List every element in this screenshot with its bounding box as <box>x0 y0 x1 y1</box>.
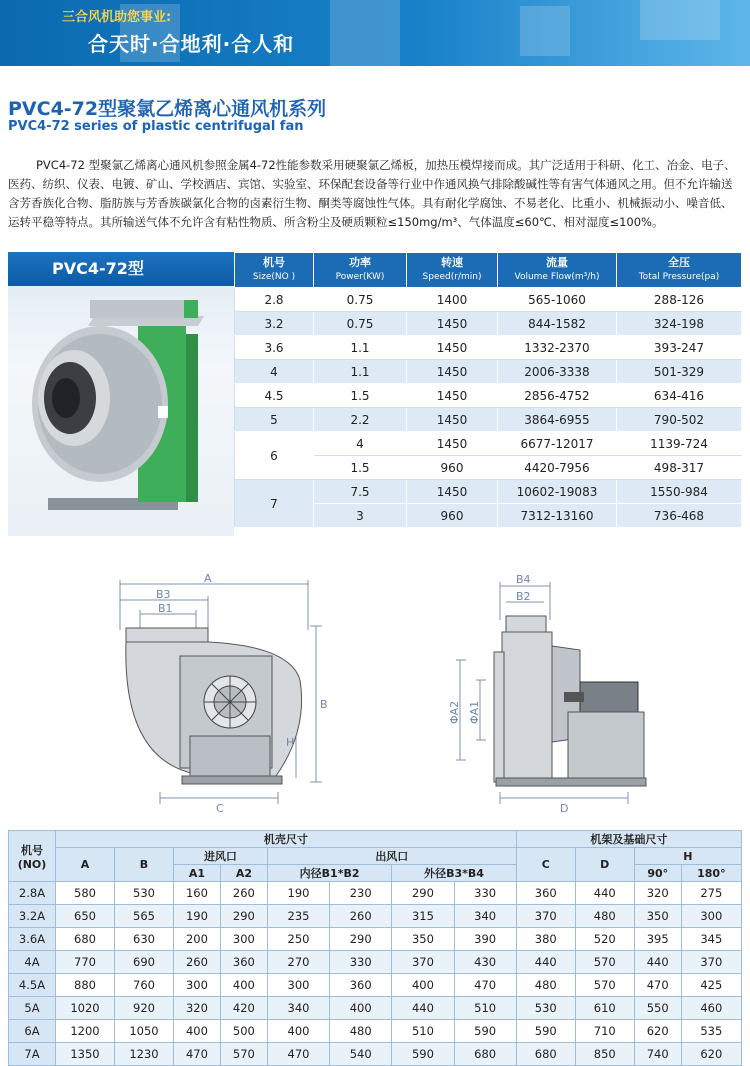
cell: 324-198 <box>617 312 742 336</box>
dim-label-b4: B4 <box>516 573 531 586</box>
cell: 530 <box>115 882 174 905</box>
cell: 480 <box>575 905 634 928</box>
dims-header-no: 机号 (NO) <box>9 831 56 882</box>
side-view-diagram <box>440 570 690 815</box>
cell: 5A <box>9 997 56 1020</box>
cell: 2.8A <box>9 882 56 905</box>
dims-body <box>9 882 742 1066</box>
cell: 570 <box>220 1043 267 1066</box>
dims-header-casing: 机壳尺寸 <box>56 831 517 848</box>
cell: 360 <box>220 951 267 974</box>
dims-header-inlet: 进风口 <box>174 848 268 865</box>
cell: 610 <box>575 997 634 1020</box>
cell: 680 <box>56 928 115 951</box>
cell: 5 <box>235 408 314 432</box>
cell: 1.5 <box>314 384 407 408</box>
cell: 430 <box>454 951 516 974</box>
cell: 2856-4752 <box>498 384 617 408</box>
cell: 400 <box>330 997 392 1020</box>
dims-header-h: H <box>634 848 741 865</box>
cell: 470 <box>174 1043 221 1066</box>
dims-header-b: B <box>115 848 174 882</box>
dims-header-frame: 机架及基础尺寸 <box>516 831 741 848</box>
dim-label-b: B <box>320 698 328 711</box>
banner-decoration <box>640 0 720 40</box>
dim-label-a: A <box>204 572 212 585</box>
cell: 190 <box>267 882 329 905</box>
cell: 710 <box>575 1020 634 1043</box>
dims-header-90: 90° <box>634 865 681 882</box>
dims-header-outer: 外径B3*B4 <box>392 865 516 882</box>
cell: 3.2A <box>9 905 56 928</box>
table-row <box>235 432 742 456</box>
cell: 425 <box>681 974 741 997</box>
cell: 650 <box>56 905 115 928</box>
table-row <box>9 1043 742 1066</box>
perf-header-flow: 流量 Volume Flow(m³/h) <box>498 253 617 288</box>
cell: 4420-7956 <box>498 456 617 480</box>
cell: 470 <box>634 974 681 997</box>
cell: 580 <box>56 882 115 905</box>
cell: 400 <box>174 1020 221 1043</box>
cell: 1400 <box>407 288 498 312</box>
cell: 6677-12017 <box>498 432 617 456</box>
product-panel <box>8 252 234 536</box>
cell: 330 <box>330 951 392 974</box>
cell: 300 <box>220 928 267 951</box>
cell: 1.1 <box>314 360 407 384</box>
cell: 500 <box>220 1020 267 1043</box>
cell: 480 <box>330 1020 392 1043</box>
cell: 315 <box>392 905 454 928</box>
cell: 320 <box>634 882 681 905</box>
cell: 880 <box>56 974 115 997</box>
cell: 510 <box>454 997 516 1020</box>
dim-label-a1: ΦA1 <box>468 700 481 724</box>
table-row <box>9 997 742 1020</box>
cell: 470 <box>267 1043 329 1066</box>
cell: 320 <box>174 997 221 1020</box>
cell: 1139-724 <box>617 432 742 456</box>
cell: 370 <box>516 905 575 928</box>
dim-label-b2: B2 <box>516 590 531 603</box>
cell: 1450 <box>407 384 498 408</box>
dim-label-b3: B3 <box>156 588 171 601</box>
table-row <box>9 905 742 928</box>
cell: 1050 <box>115 1020 174 1043</box>
cell: 565-1060 <box>498 288 617 312</box>
cell: 7.5 <box>314 480 407 504</box>
cell: 190 <box>174 905 221 928</box>
cell: 6 <box>235 432 314 480</box>
cell: 260 <box>330 905 392 928</box>
dim-label-d: D <box>560 802 569 815</box>
dim-label-a2: ΦA2 <box>448 700 461 724</box>
cell: 345 <box>681 928 741 951</box>
dims-header-c: C <box>516 848 575 882</box>
cell: 400 <box>220 974 267 997</box>
cell: 4.5A <box>9 974 56 997</box>
dims-header-a1: A1 <box>174 865 221 882</box>
cell: 440 <box>575 882 634 905</box>
cell: 530 <box>516 997 575 1020</box>
cell: 1200 <box>56 1020 115 1043</box>
perf-header-size: 机号 Size(NO ) <box>235 253 314 288</box>
cell: 920 <box>115 997 174 1020</box>
cell: 4 <box>235 360 314 384</box>
table-row <box>235 480 742 504</box>
cell: 1450 <box>407 432 498 456</box>
cell: 740 <box>634 1043 681 1066</box>
cell: 235 <box>267 905 329 928</box>
cell: 770 <box>56 951 115 974</box>
cell: 300 <box>267 974 329 997</box>
cell: 288-126 <box>617 288 742 312</box>
cell: 6A <box>9 1020 56 1043</box>
cell: 570 <box>575 951 634 974</box>
cell: 1.1 <box>314 336 407 360</box>
dim-label-b1: B1 <box>158 602 173 615</box>
cell: 260 <box>174 951 221 974</box>
cell: 1332-2370 <box>498 336 617 360</box>
cell: 736-468 <box>617 504 742 528</box>
cell: 1450 <box>407 408 498 432</box>
cell: 1350 <box>56 1043 115 1066</box>
cell: 250 <box>267 928 329 951</box>
cell: 565 <box>115 905 174 928</box>
perf-header-pressure: 全压 Total Pressure(pa) <box>617 253 742 288</box>
cell: 2.2 <box>314 408 407 432</box>
cell: 340 <box>267 997 329 1020</box>
cell: 380 <box>516 928 575 951</box>
cell: 1450 <box>407 336 498 360</box>
dims-header-a2: A2 <box>220 865 267 882</box>
cell: 3.6A <box>9 928 56 951</box>
cell: 7A <box>9 1043 56 1066</box>
dims-header-180: 180° <box>681 865 741 882</box>
cell: 370 <box>392 951 454 974</box>
perf-header-speed: 转速 Speed(r/min) <box>407 253 498 288</box>
cell: 3.2 <box>235 312 314 336</box>
cell: 1450 <box>407 360 498 384</box>
cell: 390 <box>454 928 516 951</box>
performance-table <box>234 252 742 528</box>
fan-photo-illustration <box>8 286 234 536</box>
cell: 460 <box>681 997 741 1020</box>
cell: 440 <box>516 951 575 974</box>
cell: 300 <box>681 905 741 928</box>
cell: 501-329 <box>617 360 742 384</box>
table-row <box>9 928 742 951</box>
table-row <box>9 951 742 974</box>
cell: 1230 <box>115 1043 174 1066</box>
cell: 2006-3338 <box>498 360 617 384</box>
cell: 498-317 <box>617 456 742 480</box>
cell: 1.5 <box>314 456 407 480</box>
table-row <box>235 288 742 312</box>
product-model-label: PVC4-72型 <box>8 252 234 286</box>
cell: 520 <box>575 928 634 951</box>
cell: 360 <box>516 882 575 905</box>
perf-header-power: 功率 Power(KW) <box>314 253 407 288</box>
cell: 440 <box>634 951 681 974</box>
cell: 634-416 <box>617 384 742 408</box>
front-view-diagram <box>100 570 340 815</box>
cell: 3 <box>314 504 407 528</box>
cell: 4.5 <box>235 384 314 408</box>
table-row <box>235 360 742 384</box>
cell: 10602-19083 <box>498 480 617 504</box>
cell: 3.6 <box>235 336 314 360</box>
dims-header-a: A <box>56 848 115 882</box>
cell: 290 <box>220 905 267 928</box>
dims-header-inner: 内径B1*B2 <box>267 865 391 882</box>
cell: 680 <box>516 1043 575 1066</box>
cell: 790-502 <box>617 408 742 432</box>
cell: 590 <box>454 1020 516 1043</box>
cell: 230 <box>330 882 392 905</box>
cell: 960 <box>407 456 498 480</box>
banner-decoration <box>330 0 400 66</box>
table-row <box>9 882 742 905</box>
cell: 620 <box>681 1043 741 1066</box>
table-row <box>235 408 742 432</box>
cell: 360 <box>330 974 392 997</box>
intro-paragraph: PVC4-72 型聚氯乙烯离心通风机参照金属4-72性能参数采用硬聚氯乙烯板，加热压模焊接而成。其广泛适用于科研、化工、冶金、电子、医药、纺织、仪表、电镀、矿山、学校酒店、宾馆、实验室、环保配套设备等行业中作通风换气排除酸碱性等有害气体通风之用。但不允许输送含芳香族化合物、脂肪族与芳香族碳氯化合物的卤素衍生物、酮类等腐蚀性气体。具有耐化学腐蚀、不易老化、比重小、机械振动小、噪音低、运转平稳等特点。其所输送气体不允许含有粘性物质、所含粉尘及硬质颗粒≤150mg/m³、气体温度≤60℃、相对湿度≤100%。 <box>8 158 736 229</box>
cell: 590 <box>516 1020 575 1043</box>
banner-decoration <box>520 6 570 56</box>
cell: 400 <box>267 1020 329 1043</box>
cell: 510 <box>392 1020 454 1043</box>
cell: 7 <box>235 480 314 528</box>
cell: 680 <box>454 1043 516 1066</box>
cell: 535 <box>681 1020 741 1043</box>
cell: 275 <box>681 882 741 905</box>
header-banner <box>0 0 750 66</box>
cell: 440 <box>392 997 454 1020</box>
cell: 540 <box>330 1043 392 1066</box>
cell: 395 <box>634 928 681 951</box>
cell: 1550-984 <box>617 480 742 504</box>
cell: 300 <box>174 974 221 997</box>
table-row <box>235 336 742 360</box>
cell: 340 <box>454 905 516 928</box>
cell: 3864-6955 <box>498 408 617 432</box>
cell: 400 <box>392 974 454 997</box>
cell: 260 <box>220 882 267 905</box>
cell: 4 <box>314 432 407 456</box>
cell: 630 <box>115 928 174 951</box>
cell: 4A <box>9 951 56 974</box>
cell: 590 <box>392 1043 454 1066</box>
cell: 420 <box>220 997 267 1020</box>
cell: 0.75 <box>314 288 407 312</box>
cell: 1450 <box>407 480 498 504</box>
cell: 290 <box>392 882 454 905</box>
cell: 760 <box>115 974 174 997</box>
table-row <box>235 384 742 408</box>
cell: 620 <box>634 1020 681 1043</box>
banner-slogan: 合天时·合地利·合人和 <box>88 32 295 56</box>
dims-header-outlet: 出风口 <box>267 848 516 865</box>
cell: 370 <box>681 951 741 974</box>
page-subtitle: PVC4-72 series of plastic centrifugal fan <box>8 119 304 134</box>
cell: 393-247 <box>617 336 742 360</box>
table-row <box>235 312 742 336</box>
cell: 270 <box>267 951 329 974</box>
cell: 960 <box>407 504 498 528</box>
dim-label-h: H <box>286 736 295 749</box>
cell: 330 <box>454 882 516 905</box>
cell: 160 <box>174 882 221 905</box>
cell: 2.8 <box>235 288 314 312</box>
cell: 0.75 <box>314 312 407 336</box>
table-row <box>9 1020 742 1043</box>
cell: 7312-13160 <box>498 504 617 528</box>
table-row <box>9 974 742 997</box>
cell: 850 <box>575 1043 634 1066</box>
page-title: PVC4-72型聚氯乙烯离心通风机系列 <box>8 98 327 120</box>
dims-header-d: D <box>575 848 634 882</box>
cell: 350 <box>392 928 454 951</box>
cell: 480 <box>516 974 575 997</box>
cell: 1020 <box>56 997 115 1020</box>
cell: 470 <box>454 974 516 997</box>
cell: 350 <box>634 905 681 928</box>
cell: 200 <box>174 928 221 951</box>
cell: 690 <box>115 951 174 974</box>
cell: 290 <box>330 928 392 951</box>
dim-label-c: C <box>216 802 224 815</box>
dimensions-table <box>8 830 742 1066</box>
cell: 844-1582 <box>498 312 617 336</box>
cell: 550 <box>634 997 681 1020</box>
cell: 570 <box>575 974 634 997</box>
banner-tag: 三合风机助您事业: <box>62 10 172 25</box>
cell: 1450 <box>407 312 498 336</box>
